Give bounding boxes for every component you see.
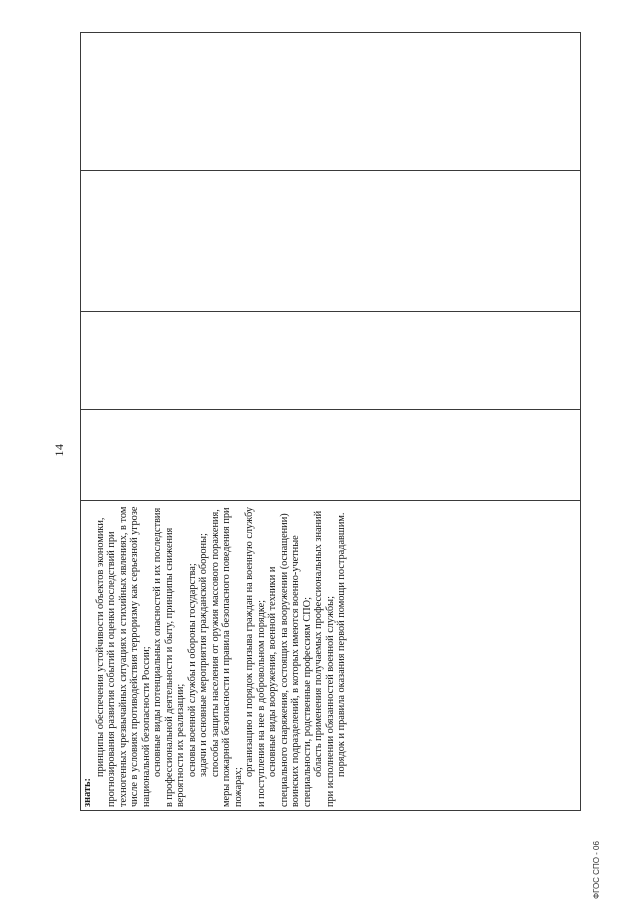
knowledge-item: порядок и правила оказания первой помощи пострадавшим. [336,512,347,777]
empty-cell [81,171,581,312]
knowledge-item: область применения получаемых профессиональных знаний при исполнении обязанностей военной службы; [313,510,336,807]
empty-cell [81,312,581,410]
knowledge-item: задачи и основные мероприятия гражданской обороны; [198,533,209,777]
table-row [81,33,581,811]
knowledge-item: организацию и порядок призыва граждан на военную службу и поступления на нее в добровольном порядке; [244,506,267,807]
standards-table [80,32,581,811]
knowledge-cell [81,501,581,811]
page-number: 14 [52,443,66,457]
knowledge-item: основы военной службы и обороны государства; [186,563,198,777]
knowledge-item: способы защиты населения от оружия массового поражения, меры пожарной безопасности и правила безопасного поведения при пожарах; [209,507,244,807]
knowledge-item: принципы обеспечения устойчивости объектов экономики, прогнозирования развития событий и оценки последствий при техногенных чрезвычайных ситуациях и стихийных явлениях, в том числе в условиях противодействия терроризму как серьезной угрозе национальной безопасности России; [94,506,152,807]
footer-code: ФГОС СПО - 06 [592,841,601,899]
knowledge-heading: знать: [82,778,93,807]
knowledge-item: основные виды потенциальных опасностей и их последствия в профессиональной деятельности и быту, принципы снижения вероятности их реализации; [152,507,186,807]
empty-cell [81,410,581,501]
knowledge-item: основные виды вооружения, военной техники и специального снаряжения, состоящих на вооружении (оснащении) воинских подразделений, в которых имеются военно-учетные специальности, родственные профессиям СПО; [267,513,313,807]
empty-cell [81,33,581,171]
